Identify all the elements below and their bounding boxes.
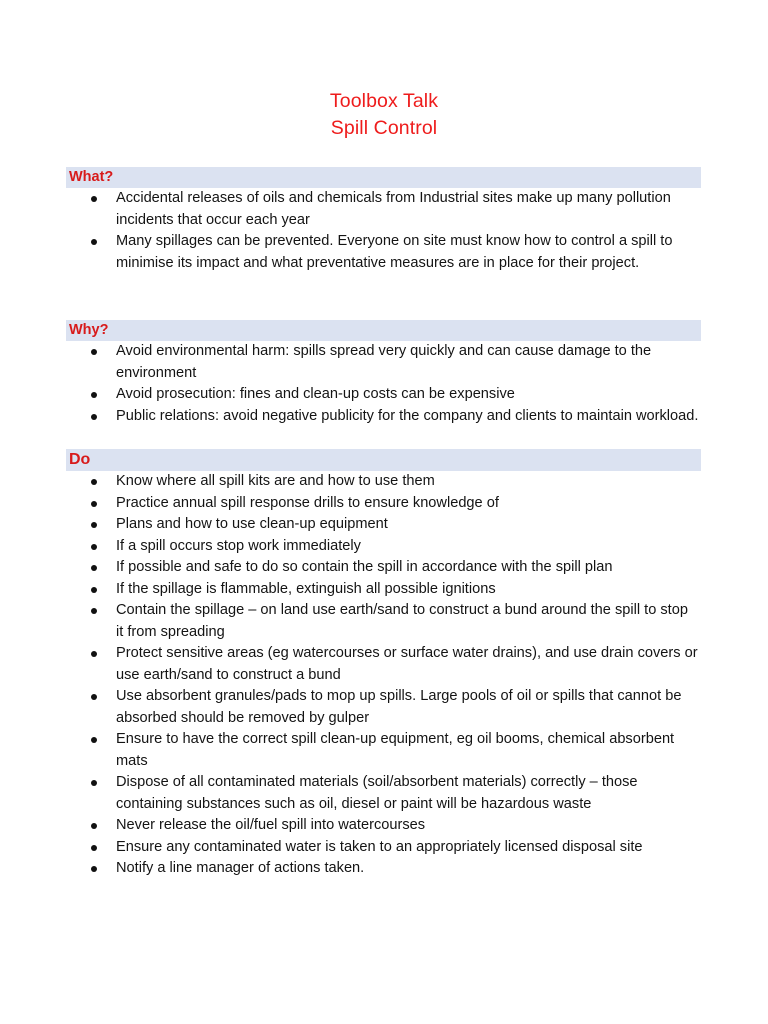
list-item-text: Plans and how to use clean-up equipment [116,516,388,532]
list-item-text: Ensure to have the correct spill clean-up equipment, eg oil booms, chemical absorbent mats [116,731,675,769]
section-heading-why: Why? [66,320,701,341]
document-title [0,88,768,142]
bullet-icon [91,737,97,743]
bullet-icon [91,608,97,614]
bullet-icon [91,544,97,550]
list-item [66,384,701,406]
list-item [66,341,701,384]
bullet-icon [91,349,97,355]
bullet-icon [91,866,97,872]
list-item-text: Avoid prosecution: fines and clean-up costs can be expensive [116,386,515,402]
section-why [66,320,701,427]
list-item [66,837,701,859]
list-item [66,231,701,274]
bullet-list-what [66,188,701,274]
list-item [66,579,701,601]
list-item [66,406,701,428]
list-item [66,493,701,515]
list-item-text: Accidental releases of oils and chemicals from Industrial sites make up many pollution incidents that occur each year [116,190,671,228]
bullet-icon [91,522,97,528]
bullet-icon [91,651,97,657]
bullet-icon [91,694,97,700]
list-item-text: Dispose of all contaminated materials (soil/absorbent materials) correctly – those containing substances such as oil, diesel or paint will be hazardous waste [116,774,638,812]
list-item-text: Ensure any contaminated water is taken to an appropriately licensed disposal site [116,838,643,855]
bullet-icon [91,780,97,786]
list-item-text: If the spillage is flammable, extinguish all possible ignitions [116,580,496,597]
list-item [66,557,701,579]
list-item [66,471,701,493]
title-line-1: Toolbox Talk [329,90,439,112]
list-item [66,729,701,772]
list-item [66,772,701,815]
list-item [66,514,701,536]
list-item-text: Many spillages can be prevented. Everyone on site must know how to control a spill to minimise its impact and what preventative measures are in place for their project. [116,233,673,271]
list-item-text: Notify a line manager of actions taken. [116,860,365,876]
bullet-icon [91,845,97,851]
list-item-text: Protect sensitive areas (eg watercourses or surface water drains), and use drain covers or use earth/sand to construct a bund [116,645,698,683]
list-item-text: Know where all spill kits are and how to use them [116,473,435,489]
list-item-text: Contain the spillage – on land use earth/sand to construct a bund around the spill to stop it from spreading [116,602,688,640]
list-item [66,600,701,643]
section-do [66,449,701,880]
bullet-icon [91,239,97,245]
bullet-icon [91,414,97,420]
list-item [66,643,701,686]
bullet-icon [91,501,97,507]
bullet-icon [91,587,97,593]
list-item-text: Use absorbent granules/pads to mop up spills. Large pools of oil or spills that cannot be absorbed should be removed by gulper [116,688,682,726]
list-item [66,188,701,231]
list-item-text: If a spill occurs stop work immediately [116,537,361,554]
list-item-text: Never release the oil/fuel spill into watercourses [116,817,426,833]
list-item-text: Public relations: avoid negative publicity for the company and clients to maintain workload. [116,407,699,424]
section-heading-what: What? [66,167,701,188]
list-item-text: Avoid environmental harm: spills spread very quickly and can cause damage to the environment [116,343,652,381]
bullet-list-do [66,471,701,880]
section-what [66,167,701,274]
list-item [66,815,701,837]
title-line-2: Spill Control [330,117,438,139]
section-heading-do: Do [66,449,701,471]
bullet-icon [91,196,97,202]
bullet-icon [91,565,97,571]
list-item [66,686,701,729]
list-item [66,858,701,880]
bullet-icon [91,823,97,829]
list-item [66,536,701,558]
bullet-list-why [66,341,701,427]
list-item-text: If possible and safe to do so contain the spill in accordance with the spill plan [116,559,613,575]
list-item-text: Practice annual spill response drills to ensure knowledge of [116,494,499,511]
bullet-icon [91,392,97,398]
bullet-icon [91,479,97,485]
